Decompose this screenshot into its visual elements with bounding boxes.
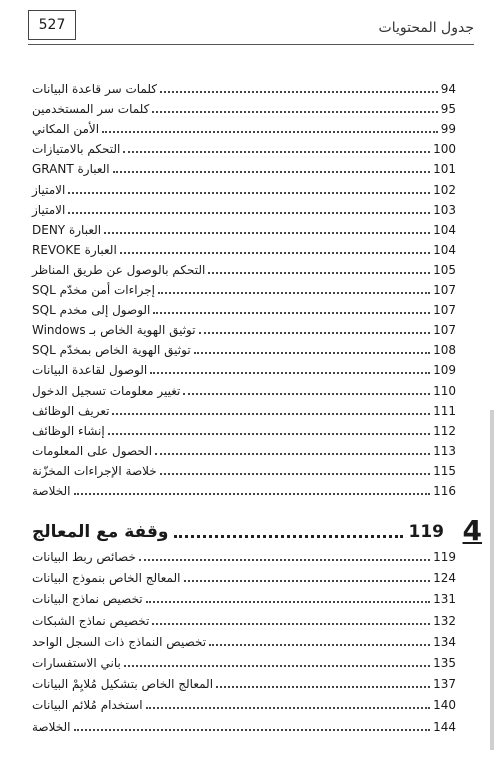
toc-entry	[32, 612, 456, 630]
toc-entry-page: 108	[433, 343, 456, 358]
toc-entry	[32, 341, 456, 359]
toc-entry	[32, 654, 456, 672]
toc-entry-title: باني الاستفسارات	[32, 656, 121, 670]
dot-leader	[120, 252, 430, 254]
toc-entry-title: الامتياز	[32, 202, 66, 217]
toc-entry-title: التحكم بالامتيازات	[32, 142, 121, 157]
dot-leader	[108, 433, 430, 435]
toc-entry-title: تخصيص نماذج الشبكات	[32, 613, 150, 628]
toc-entry-page: 104	[433, 222, 456, 237]
toc-entry-title: الامتياز	[32, 182, 66, 197]
toc-entry	[32, 718, 456, 736]
toc-entry	[32, 221, 456, 239]
toc-entry	[32, 160, 456, 178]
page-edge-shadow	[490, 410, 494, 750]
dot-leader	[123, 151, 430, 153]
toc-entry	[32, 281, 456, 299]
dot-leader	[209, 644, 430, 646]
dot-leader	[208, 272, 430, 274]
toc-entry	[32, 181, 456, 199]
toc-entry-page: 103	[433, 202, 456, 217]
toc-entry-title: استخدام مُلائم البيانات	[32, 698, 143, 713]
toc-entry	[32, 120, 456, 138]
dot-leader	[158, 292, 430, 294]
toc-entry	[32, 80, 456, 98]
chapter-number: 4	[462, 514, 482, 547]
toc-entry-page: 109	[433, 363, 456, 378]
toc-entry-page: 132	[433, 613, 456, 628]
toc-entry-title: العبارة REVOKE	[32, 242, 117, 257]
dot-leader	[102, 131, 438, 133]
toc-entry-page: 101	[433, 162, 456, 177]
chapter-title: وقفة مع المعالج	[32, 522, 169, 542]
page-number: 527	[38, 17, 66, 33]
toc-entry-title: الوصول إلى مخدم SQL	[32, 303, 151, 318]
toc-entry-page: 100	[433, 142, 456, 157]
toc-entry-title: الحصول على المعلومات	[32, 443, 153, 458]
toc-entry	[32, 361, 456, 379]
dot-leader	[146, 601, 430, 603]
toc-entry-page: 105	[433, 262, 456, 277]
toc-entry	[32, 201, 456, 219]
toc-entry	[32, 382, 456, 400]
toc-entry	[32, 100, 456, 118]
toc-entry-page: 107	[433, 283, 456, 297]
toc-entry	[32, 482, 456, 500]
toc-entry-title: خصائص ربط البيانات	[32, 550, 136, 564]
toc-entry	[32, 675, 456, 693]
dot-leader	[113, 171, 430, 173]
toc-entry-title: العبارة DENY	[32, 222, 102, 237]
dot-leader	[112, 413, 430, 415]
toc-entry-title: المعالج الخاص بنموذج البيانات	[32, 571, 181, 586]
toc-entry	[32, 321, 456, 339]
chapter-page: 119	[408, 522, 444, 542]
dot-leader	[199, 332, 431, 334]
dot-leader	[216, 686, 430, 688]
toc-entry-title: كلمات سر المستخدمين	[32, 102, 150, 117]
toc-entry-page: 124	[433, 571, 456, 586]
toc-entry-title: تخصيص النماذج ذات السجل الواحد	[32, 634, 207, 649]
toc-entry-page: 102	[433, 182, 456, 197]
toc-entry	[32, 442, 456, 460]
toc-entry-page: 144	[433, 719, 456, 734]
dot-leader	[155, 453, 430, 455]
dot-leader	[146, 707, 431, 709]
toc-entry-page: 94	[440, 82, 456, 96]
toc-entry-page: 134	[433, 634, 456, 649]
toc-entry-title: تخصيص نماذج البيانات	[32, 592, 143, 607]
toc-entry-title: كلمات سر قاعدة البيانات	[32, 82, 158, 96]
dot-leader	[152, 623, 430, 625]
toc-entry-page: 111	[433, 403, 456, 418]
toc-entry	[32, 548, 456, 566]
toc-entry-title: التحكم بالوصول عن طريق المناظر	[32, 262, 206, 277]
dot-leader	[183, 393, 430, 395]
dot-leader	[68, 192, 430, 194]
toc-entry-page: 107	[433, 323, 456, 338]
toc-entry	[32, 140, 456, 158]
toc-entry	[32, 633, 456, 651]
toc-entry-title: المعالج الخاص بتشكيل مُلايِمْ البيانات	[32, 677, 214, 692]
dot-leader	[139, 559, 430, 561]
toc-entry	[32, 569, 456, 587]
toc-entry-title: توثيق الهوية الخاص بمخدّم SQL	[32, 343, 191, 358]
dot-leader	[160, 91, 438, 93]
page-number-box	[28, 10, 76, 40]
dot-leader	[153, 312, 430, 314]
toc-entry	[32, 261, 456, 279]
toc-entry-page: 131	[433, 592, 456, 607]
dot-leader	[124, 665, 430, 667]
dot-leader	[74, 729, 431, 731]
toc-entry-page: 99	[440, 122, 456, 137]
toc-entry-page: 137	[433, 677, 456, 692]
dot-leader	[150, 372, 430, 374]
header-rule	[28, 44, 474, 45]
toc-entry-page: 104	[433, 242, 456, 257]
chapter-heading	[32, 514, 482, 548]
toc-entry-title: خلاصة الإجراءات المخزّنة	[32, 463, 157, 478]
toc-entry-page: 140	[433, 698, 456, 713]
dot-leader	[160, 473, 430, 475]
toc-entry	[32, 696, 456, 714]
dot-leader	[194, 352, 430, 354]
toc-entry-title: الأمن المكاني	[32, 122, 100, 137]
toc-entry-title: تغيير معلومات تسجيل الدخول	[32, 383, 181, 398]
toc-entry-title: إنشاء الوظائف	[32, 423, 105, 438]
toc-entry-title: الخلاصة	[32, 719, 71, 734]
toc-entry-page: 113	[433, 443, 456, 458]
toc-entry-page: 119	[433, 550, 456, 564]
toc-entry-title: تعريف الوظائف	[32, 403, 110, 418]
toc-entry-page: 110	[433, 383, 456, 398]
toc-entry-title: الخلاصة	[32, 484, 71, 498]
dot-leader	[184, 580, 431, 582]
toc-entry-page: 116	[433, 484, 456, 498]
toc-entry-title: العبارة GRANT	[32, 162, 110, 177]
toc-entry	[32, 241, 456, 259]
toc-entry-page: 135	[433, 656, 456, 670]
dot-leader	[68, 212, 430, 214]
toc-entry	[32, 301, 456, 319]
toc-entry	[32, 402, 456, 420]
chapter-row	[32, 520, 444, 544]
toc-entry-title: توثيق الهوية الخاص بـ Windows	[32, 323, 196, 338]
toc-entry	[32, 422, 456, 440]
chapter-leader	[174, 535, 402, 538]
dot-leader	[104, 232, 430, 234]
dot-leader	[74, 493, 431, 495]
toc-entry-page: 112	[433, 423, 456, 438]
toc-entry-page: 107	[433, 303, 456, 318]
dot-leader	[152, 111, 437, 113]
toc-entry-title: الوصول لقاعدة البيانات	[32, 363, 148, 378]
toc-entry-title: إجراءات أمن مخدّم SQL	[32, 283, 155, 297]
toc-entry	[32, 462, 456, 480]
toc-entry	[32, 590, 456, 608]
running-title: جدول المحتويات	[378, 20, 474, 36]
toc-entry-page: 115	[433, 463, 456, 478]
toc-entry-page: 95	[440, 102, 456, 117]
